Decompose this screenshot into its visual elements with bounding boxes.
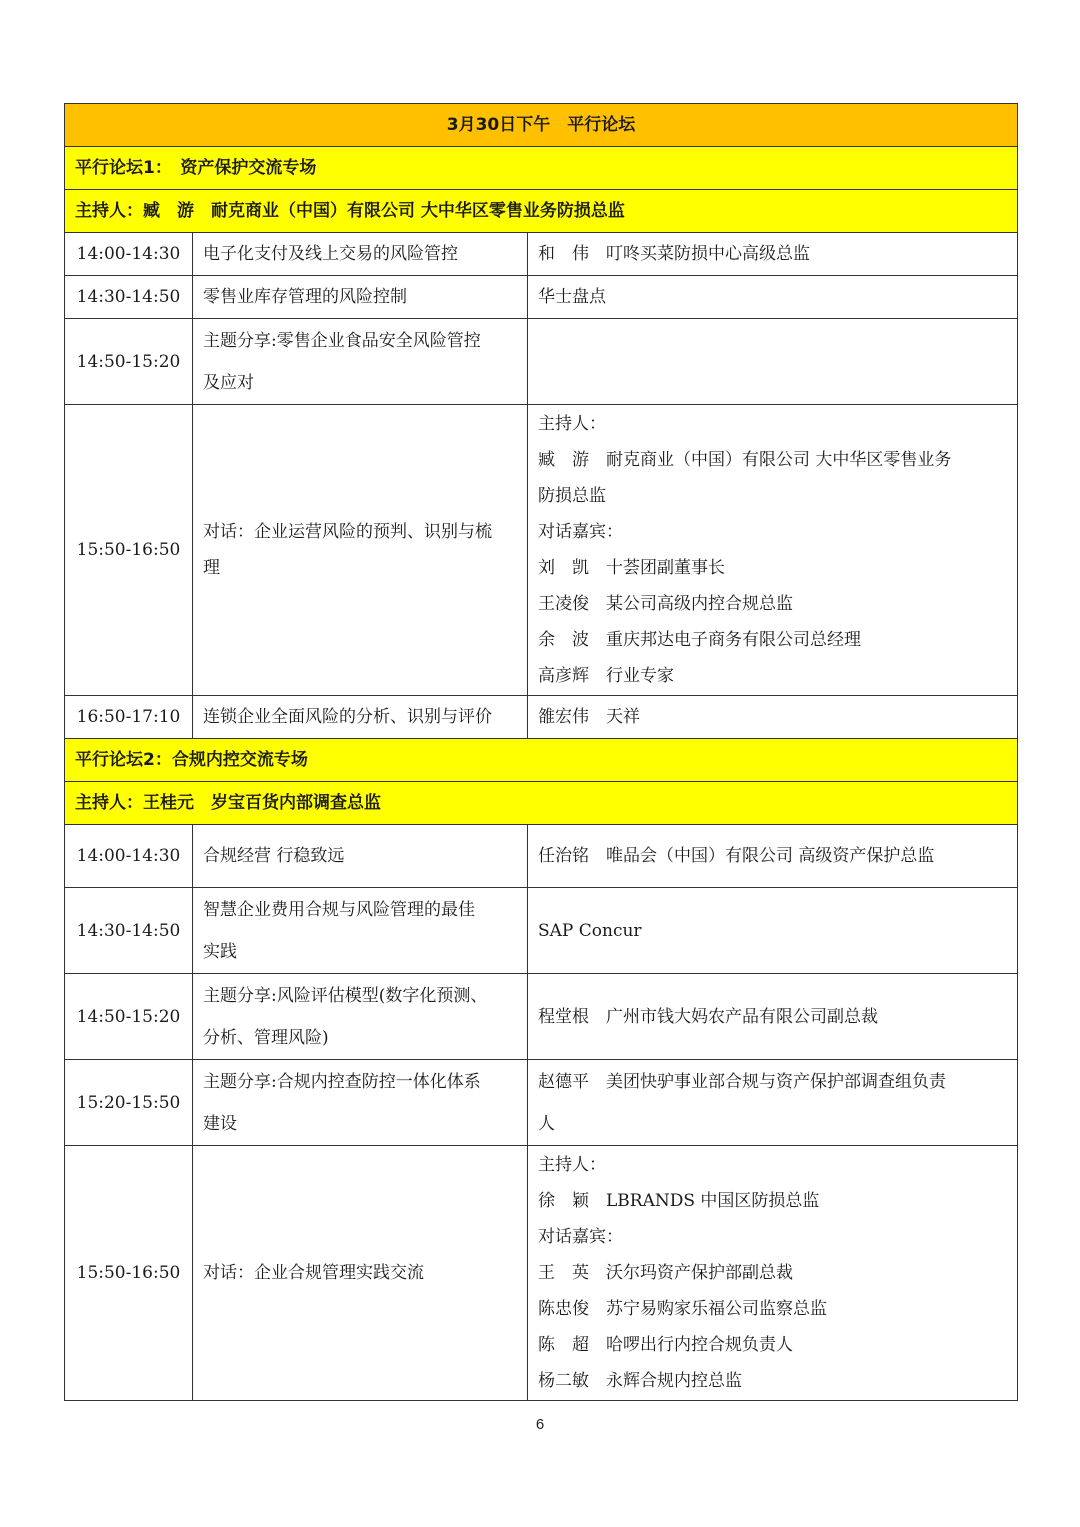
session-time: 15:20-15:50 — [65, 1060, 193, 1146]
session-speaker: 主持人： 徐 颖 LBRANDS 中国区防损总监 对话嘉宾： 王 英 沃尔玛资产保护部副总裁 陈忠俊 苏宁易购家乐福公司监察总监 陈 超 哈啰出行内控合规负责人 杨二敏 永辉合规内控总监 — [528, 1146, 1018, 1401]
session-topic: 智慧企业费用合规与风险管理的最佳 实践 — [193, 888, 528, 974]
forum-host-row — [65, 782, 1018, 825]
session-row — [65, 974, 1018, 1060]
session-speaker: 赵德平 美团快驴事业部合规与资产保护部调查组负责 人 — [528, 1060, 1018, 1146]
session-speaker: SAP Concur — [528, 888, 1018, 974]
session-speaker — [528, 319, 1018, 405]
session-topic: 对话：企业合规管理实践交流 — [193, 1146, 528, 1401]
forum-title-row — [65, 739, 1018, 782]
session-time: 14:50-15:20 — [65, 319, 193, 405]
forum-title: 平行论坛1： 资产保护交流专场 — [65, 147, 1018, 190]
session-time: 15:50-16:50 — [65, 1146, 193, 1401]
session-speaker: 任治铭 唯品会（中国）有限公司 高级资产保护总监 — [528, 825, 1018, 888]
session-time: 14:30-14:50 — [65, 888, 193, 974]
session-speaker: 雒宏伟 天祥 — [528, 696, 1018, 739]
session-time: 14:50-15:20 — [65, 974, 193, 1060]
session-row — [65, 1146, 1018, 1401]
session-row — [65, 888, 1018, 974]
session-row — [65, 233, 1018, 276]
session-topic: 电子化支付及线上交易的风险管控 — [193, 233, 528, 276]
session-time: 14:00-14:30 — [65, 233, 193, 276]
session-topic: 主题分享:风险评估模型(数字化预测、 分析、管理风险) — [193, 974, 528, 1060]
forum-host-row — [65, 190, 1018, 233]
session-time: 15:50-16:50 — [65, 405, 193, 696]
forum-host: 主持人：王桂元 岁宝百货内部调查总监 — [65, 782, 1018, 825]
session-time: 16:50-17:10 — [65, 696, 193, 739]
forum-host: 主持人：臧 游 耐克商业（中国）有限公司 大中华区零售业务防损总监 — [65, 190, 1018, 233]
session-time: 14:00-14:30 — [65, 825, 193, 888]
schedule-table — [64, 103, 1018, 1401]
forum-title-row — [65, 147, 1018, 190]
page-number: 6 — [535, 1416, 545, 1433]
schedule-title: 3月30日下午 平行论坛 — [65, 104, 1018, 147]
session-topic: 主题分享:零售企业食品安全风险管控 及应对 — [193, 319, 528, 405]
session-row — [65, 1060, 1018, 1146]
session-topic: 零售业库存管理的风险控制 — [193, 276, 528, 319]
session-time: 14:30-14:50 — [65, 276, 193, 319]
session-topic: 对话：企业运营风险的预判、识别与梳 理 — [193, 405, 528, 696]
session-speaker: 和 伟 叮咚买菜防损中心高级总监 — [528, 233, 1018, 276]
session-row — [65, 276, 1018, 319]
session-speaker: 程堂根 广州市钱大妈农产品有限公司副总裁 — [528, 974, 1018, 1060]
session-topic: 合规经营 行稳致远 — [193, 825, 528, 888]
session-row — [65, 319, 1018, 405]
session-speaker: 主持人： 臧 游 耐克商业（中国）有限公司 大中华区零售业务 防损总监 对话嘉宾： 刘 凯 十荟团副董事长 王凌俊 某公司高级内控合规总监 余 波 重庆邦达电子商务有限公司总经理 高彦辉 行业专家 — [528, 405, 1018, 696]
session-topic: 连锁企业全面风险的分析、识别与评价 — [193, 696, 528, 739]
schedule-title-row — [65, 104, 1018, 147]
session-speaker: 华士盘点 — [528, 276, 1018, 319]
forum-title: 平行论坛2：合规内控交流专场 — [65, 739, 1018, 782]
session-topic: 主题分享:合规内控查防控一体化体系 建设 — [193, 1060, 528, 1146]
session-row — [65, 825, 1018, 888]
session-row — [65, 696, 1018, 739]
session-row — [65, 405, 1018, 696]
